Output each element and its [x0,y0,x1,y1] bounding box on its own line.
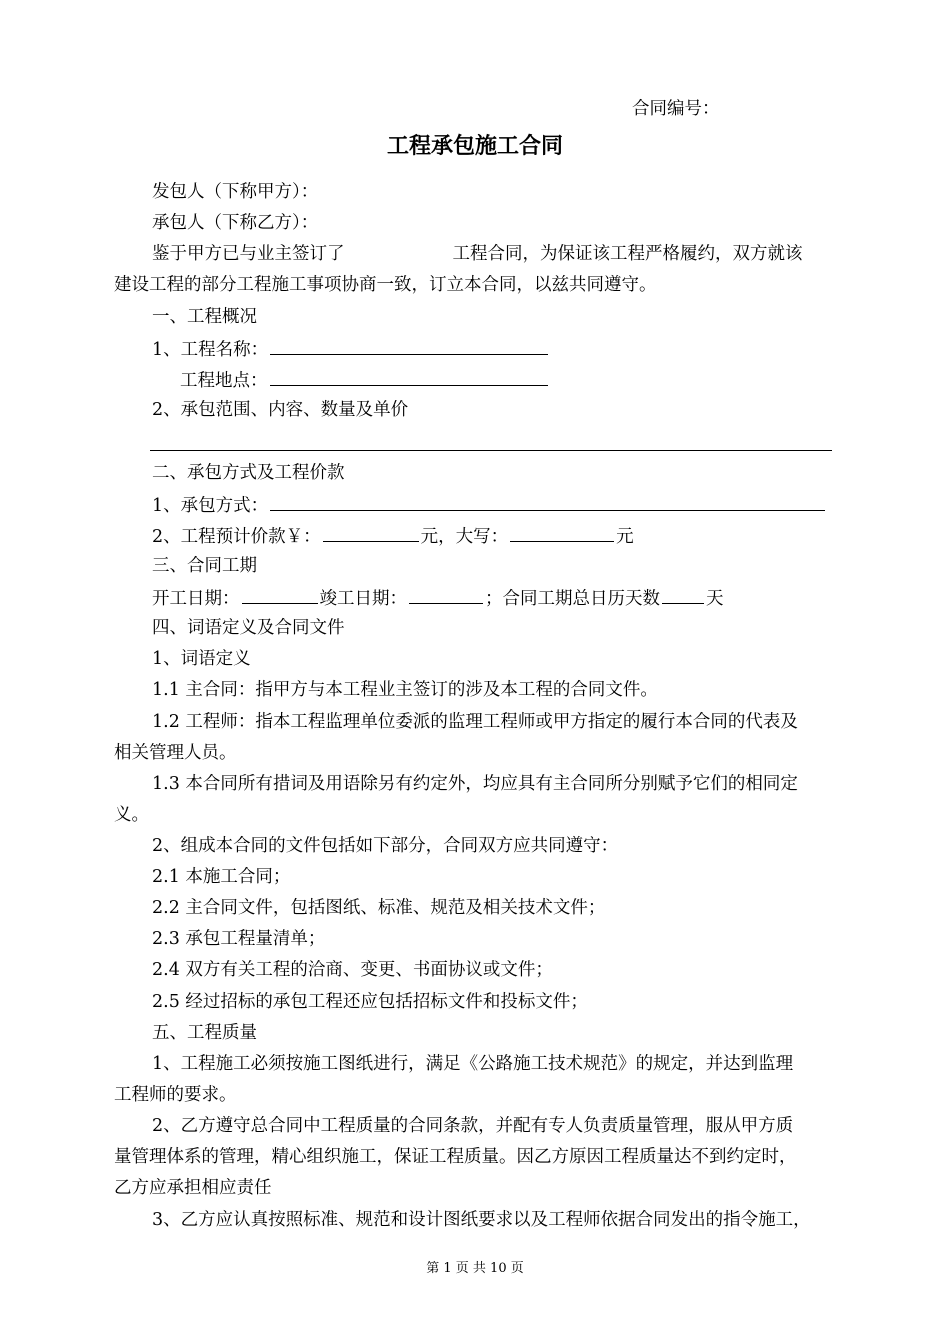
document-title: 工程承包施工合同 [386,134,563,159]
contract-number-label: 合同编号： [632,99,720,119]
schedule-row [152,585,724,611]
end-date-field[interactable] [409,585,483,604]
definition-1-2-line-2: 相关管理人员。 [114,743,237,763]
section-2-heading: 二、承包方式及工程价款 [152,463,345,483]
document-2-1: 2.1 本施工合同； [152,867,291,887]
section-3-heading: 三、合同工期 [152,556,257,576]
project-site-label: 工程地点： [180,371,268,391]
preamble-text-1: 鉴于甲方已与业主签订了 [152,244,345,264]
quality-2-line-1: 2、乙方遵守总合同中工程质量的合同条款，并配有专人负责质量管理，服从甲方质 [152,1116,794,1136]
definition-1-1: 1.1 主合同：指甲方与本工程业主签订的涉及本工程的合同文件。 [152,680,658,700]
price-yuan-label: 元 [616,527,634,547]
project-name-field[interactable] [270,336,548,355]
project-name-row [152,336,550,362]
definition-1-2-line-1: 1.2 工程师：指本工程监理单位委派的监理工程师或甲方指定的履行本合同的代表及 [152,712,798,732]
price-amount-field[interactable] [323,523,419,542]
project-name-label: 1、工程名称： [152,340,269,360]
contractor-line: 承包人（下称乙方）： [152,213,319,233]
quality-1-line-2: 工程师的要求。 [114,1085,237,1105]
quality-1-line-1: 1、工程施工必须按施工图纸进行，满足《公路施工技术规范》的规定，并达到监理 [152,1054,794,1074]
price-label: 2、工程预计价款￥： [152,527,321,547]
project-site-field[interactable] [270,367,548,386]
contract-mode-row [152,492,827,518]
definitions-heading: 1、词语定义 [152,649,251,669]
document-2-2: 2.2 主合同文件，包括图纸、标准、规范及相关技术文件； [152,898,606,918]
start-date-label: 开工日期： [152,589,240,609]
preamble-line-2: 建设工程的部分工程施工事项协商一致，订立本合同，以兹共同遵守。 [114,275,657,295]
preamble-line-1 [152,242,803,266]
price-upper-case-field[interactable] [510,523,614,542]
total-days-label: ；合同工期总日历天数 [485,589,660,609]
document-2-4: 2.4 双方有关工程的洽商、变更、书面协议或文件； [152,960,553,980]
estimated-price-row [152,523,634,549]
quality-2-line-3: 乙方应承担相应责任 [114,1178,272,1198]
scope-field[interactable] [150,450,832,451]
section-4-heading: 四、词语定义及合同文件 [152,618,345,638]
quality-2-line-2: 量管理体系的管理，精心组织施工，保证工程质量。因乙方原因工程质量达不到约定时， [114,1147,797,1167]
total-days-field[interactable] [662,585,704,604]
definition-1-3-line-1: 1.3 本合同所有措词及用语除另有约定外，均应具有主合同所分别赋予它们的相同定 [152,774,798,794]
start-date-field[interactable] [242,585,318,604]
project-site-row [180,367,550,393]
definition-1-3-line-2: 义。 [114,805,149,825]
preamble-text-2: 工程合同，为保证该工程严格履约，双方就该 [452,244,803,264]
contract-mode-label: 1、承包方式： [152,496,269,516]
documents-heading: 2、组成本合同的文件包括如下部分，合同双方应共同遵守： [152,836,619,856]
end-date-label: 竣工日期： [319,589,407,609]
page-number-footer: 第 1 页 共 10 页 [426,1261,524,1276]
scope-label: 2、承包范围、内容、数量及单价 [152,400,409,420]
price-yuan-upper-label: 元，大写： [420,527,509,547]
section-1-heading: 一、工程概况 [152,307,257,327]
document-2-5: 2.5 经过招标的承包工程还应包括招标文件和投标文件； [152,992,588,1012]
document-2-3: 2.3 承包工程量清单； [152,929,326,949]
contract-mode-field[interactable] [270,492,825,511]
employer-line: 发包人（下称甲方）： [152,182,319,202]
section-5-heading: 五、工程质量 [152,1023,257,1043]
days-unit: 天 [706,589,724,609]
quality-3-line-1: 3、乙方应认真按照标准、规范和设计图纸要求以及工程师依据合同发出的指令施工， [152,1210,811,1230]
